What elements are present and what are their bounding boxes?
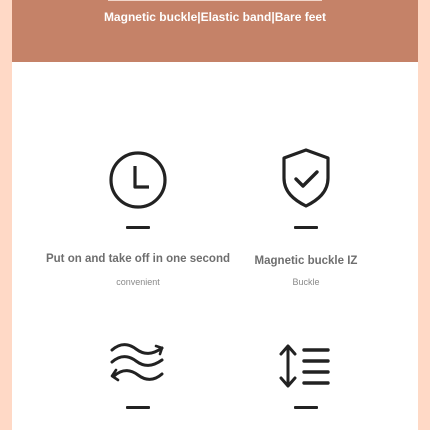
adjust-list-icon [266, 340, 346, 404]
feature-title: Put on and take off in one second [45, 253, 230, 265]
shield-check-icon [266, 146, 346, 210]
feature-underline [126, 406, 150, 409]
banner-title: Magnetic buckle|Elastic band|Bare feet [103, 10, 327, 24]
feature-subtitle: Buckle [292, 277, 320, 287]
feature-subtitle: convenient [116, 277, 160, 287]
product-detail-panel [12, 0, 418, 430]
banner-divider [108, 0, 322, 1]
feature-magnetic-buckle [206, 146, 406, 296]
clock-icon [98, 146, 178, 210]
feature-adjustable [206, 340, 406, 430]
feature-banner [12, 0, 418, 62]
feature-underline [294, 226, 318, 229]
feature-underline [126, 226, 150, 229]
feature-underline [294, 406, 318, 409]
feature-title: Magnetic buckle IZ [254, 255, 358, 267]
waves-icon [98, 340, 178, 404]
